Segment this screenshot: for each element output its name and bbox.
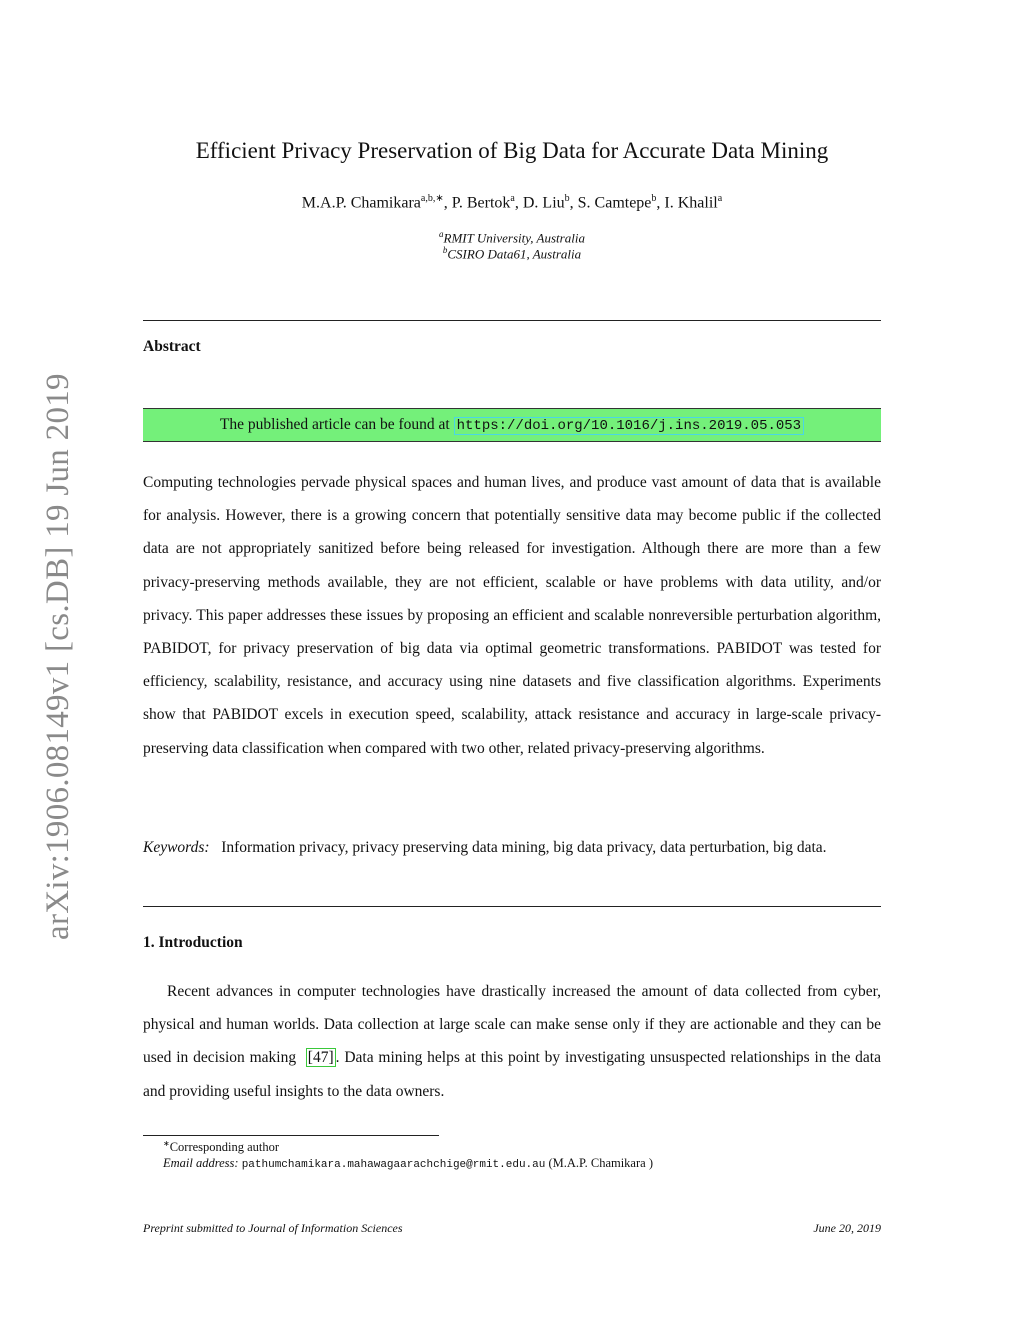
paper-title: Efficient Privacy Preservation of Big Data for Accurate Data Mining [195,138,829,163]
author-affil-mark: a [510,193,515,204]
author-affil-mark: b [564,193,570,204]
abstract-top-rule [143,320,881,321]
footer-date: June 20, 2019 [813,1221,881,1235]
section-heading-introduction: 1. Introduction [143,934,243,951]
email-owner: (M.A.P. Chamikara ) [548,1156,653,1170]
citation-link[interactable]: [47] [307,1049,334,1067]
affiliation-mark: a [439,229,444,239]
introduction-paragraph [143,975,881,1108]
published-notice-banner [143,408,881,442]
email-label: Email address: [163,1156,239,1170]
intro-text-continued: . Data mining helps at this point by investigating unsuspected relationships in the data and providing useful insights to the data owners. [143,1049,881,1100]
arxiv-identifier: arXiv:1906.08149v1 [cs.DB] 19 Jun 2019 [40,373,76,940]
affiliation-mark: b [442,245,448,255]
keywords [143,831,881,864]
author-list: M.A.P. Chamikara$^{a,b,∗}$, P. Bertok$^a$, D. Liu$^b$, S. Camtepe$^b$, I. Khalil$^a$ [301,193,723,212]
author-name: P. Bertok [451,194,511,212]
affiliation [143,245,881,262]
footnote-corresponding-text: Corresponding author [169,1140,280,1155]
keywords-label: Keywords: [143,839,210,856]
abstract-body: Computing technologies pervade physical spaces and human lives, and produce vast amount of data that is available for analysis. However, there is a growing concern that potentially sensitive data may become public if the collected data are not appropriately sanitized before being released for investigation. Although there are more than a few privacy-preserving methods available, they are not efficient, scalable or have problems with data utility, and/or privacy. This paper addresses these issues by proposing an efficient and scalable nonreversible perturbation algorithm, PABIDOT, for privacy preservation of big data via optimal geometric transformations. PABIDOT was tested for efficiency, scalability, resistance, and accuracy using nine datasets and five classification algorithms. Experiments show that PABIDOT excels in execution speed, scalability, attack resistance and accuracy in large-scale privacy-preserving data classification when compared with two other, related privacy-preserving algorithms. [143,474,881,757]
author-name: I. Khalil [664,194,718,212]
footnote-email [163,1156,653,1171]
affiliation-text: CSIRO Data61, Australia [447,246,582,262]
intro-text: Recent advances in computer technologies have drastically increased the amount of data collected from cyber, physical and human worlds. Data collection at large scale can make sense only if they are actionable and they can be used in decision making [143,983,881,1067]
footer-preprint-note: Preprint submitted to Journal of Information Sciences [143,1221,403,1235]
notice-text: The published article can be found at [219,416,450,433]
abstract-heading: Abstract [143,338,201,355]
author-affil-mark: a [717,193,723,204]
footnote-mark: ∗ [163,1139,170,1148]
author-affil-mark: a,b,∗ [420,193,444,204]
author-name: M.A.P. Chamikara [301,194,421,212]
affiliation-text: RMIT University, Australia [443,230,585,246]
abstract-bottom-rule [143,906,881,907]
author-affil-mark: b [651,193,657,204]
footnote-rule [143,1135,439,1136]
author-name: S. Camtepe [577,194,652,212]
email-link[interactable]: pathumchamikara.mahawagaarachchige@rmit.edu.au [241,1159,546,1171]
affiliation [143,229,881,246]
keywords-text: Information privacy, privacy preserving data mining, big data privacy, data perturbation, big data. [221,839,827,856]
author-name: D. Liu [522,194,565,212]
doi-link[interactable]: https://doi.org/10.1016/j.ins.2019.05.053 [454,417,804,435]
footnote-corresponding [163,1139,279,1155]
